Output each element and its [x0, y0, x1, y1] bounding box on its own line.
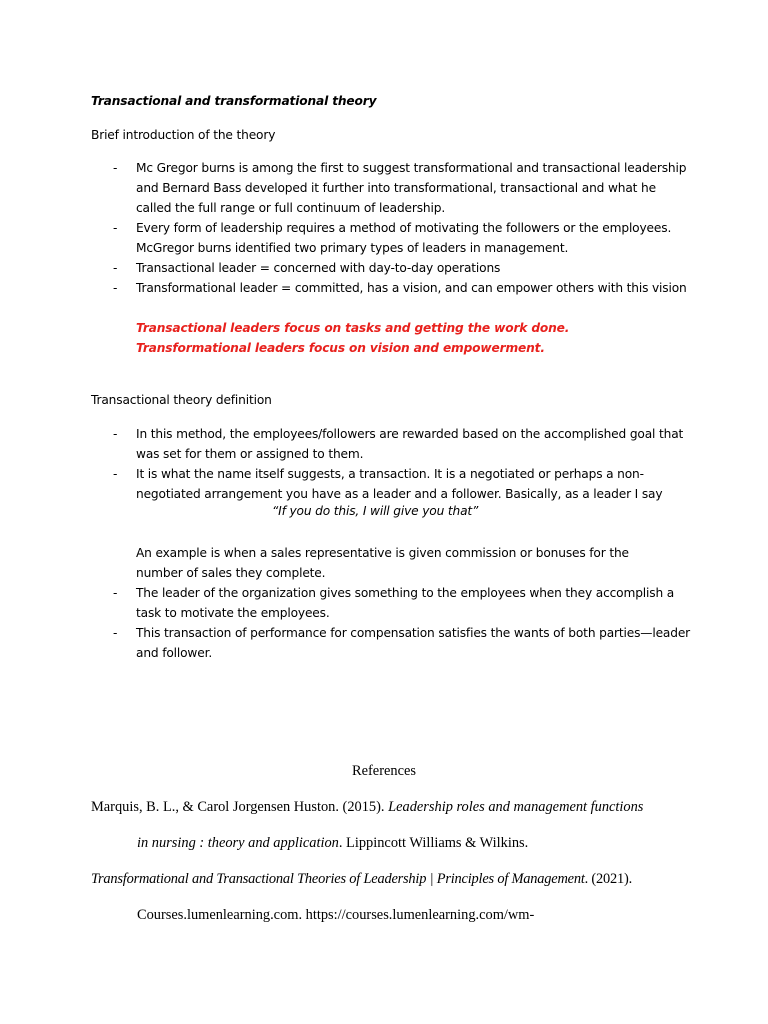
reference-1-title-part-1: Leadership roles and management functions: [388, 799, 644, 815]
bullet-marker: -: [113, 427, 118, 441]
bullet-text: This transaction of performance for compensation satisfies the wants of both parties—leader and follower.: [136, 626, 691, 660]
bullet-marker: -: [113, 586, 118, 600]
reference-1-publisher: . Lippincott Williams & Wilkins.: [338, 835, 529, 851]
list-item: [91, 583, 691, 623]
bullet-marker: -: [113, 626, 118, 640]
bullet-text: It is what the name itself suggests, a transaction. It is a negotiated or perhaps a non-negotiated arrangement you have as a leader and a follower. Basically, as a leader I say: [136, 467, 663, 501]
bullet-text: Transformational leader = committed, has a vision, and can empower others with this vision: [136, 281, 687, 295]
highlight-note: Transactional leaders focus on tasks and getting the work done. Transformational leaders focus on vision and empowerment.: [136, 321, 570, 355]
reference-1-title-part-2: in nursing : theory and application: [137, 835, 339, 851]
intro-bullet-list: [91, 158, 691, 298]
reference-2-line-2: Courses.lumenlearning.com. https://courses.lumenlearning.com/wm-: [137, 907, 535, 923]
list-item: [91, 258, 691, 278]
reference-1-authors: Marquis, B. L., & Carol Jorgensen Huston. (2015).: [91, 799, 389, 815]
intro-heading: Brief introduction of the theory: [91, 128, 276, 142]
reference-1-line-1: [91, 799, 643, 816]
reference-1-line-2: [137, 835, 528, 852]
bullet-marker: -: [113, 161, 118, 175]
bullet-marker: -: [113, 467, 118, 481]
quote-text: “If you do this, I will give you that”: [272, 504, 479, 518]
definition-heading: Transactional theory definition: [91, 393, 272, 407]
more-bullet-list: [91, 583, 691, 663]
reference-2-line-1: [91, 871, 632, 888]
reference-2-title: Transformational and Transactional Theories of Leadership | Principles of Management: [91, 871, 585, 887]
references-heading: References: [352, 763, 416, 779]
bullet-text: Transactional leader = concerned with day-to-day operations: [136, 261, 501, 275]
definition-bullet-list: [91, 424, 691, 504]
list-item: [91, 218, 691, 258]
bullet-text: Every form of leadership requires a method of motivating the followers or the employees. McGregor burns identified two primary types of leaders in management.: [136, 221, 672, 255]
list-item: [91, 464, 691, 504]
example-paragraph: An example is when a sales representative is given commission or bonuses for the number of sales they complete.: [136, 546, 629, 580]
bullet-marker: -: [113, 221, 118, 235]
bullet-text: Mc Gregor burns is among the first to suggest transformational and transactional leadership and Bernard Bass developed it further into transformational, transactional and what he called the full range or full continuum of leadership.: [136, 161, 687, 215]
list-item: [91, 623, 691, 663]
reference-2-year: . (2021).: [584, 871, 632, 887]
bullet-text: In this method, the employees/followers are rewarded based on the accomplished goal that was set for them or assigned to them.: [136, 427, 684, 461]
document-title: Transactional and transformational theory: [91, 94, 377, 108]
list-item: [91, 424, 691, 464]
list-item: [91, 158, 691, 218]
bullet-marker: -: [113, 281, 118, 295]
bullet-marker: -: [113, 261, 118, 275]
bullet-text: The leader of the organization gives something to the employees when they accomplish a task to motivate the employees.: [136, 586, 675, 620]
list-item: [91, 278, 691, 298]
